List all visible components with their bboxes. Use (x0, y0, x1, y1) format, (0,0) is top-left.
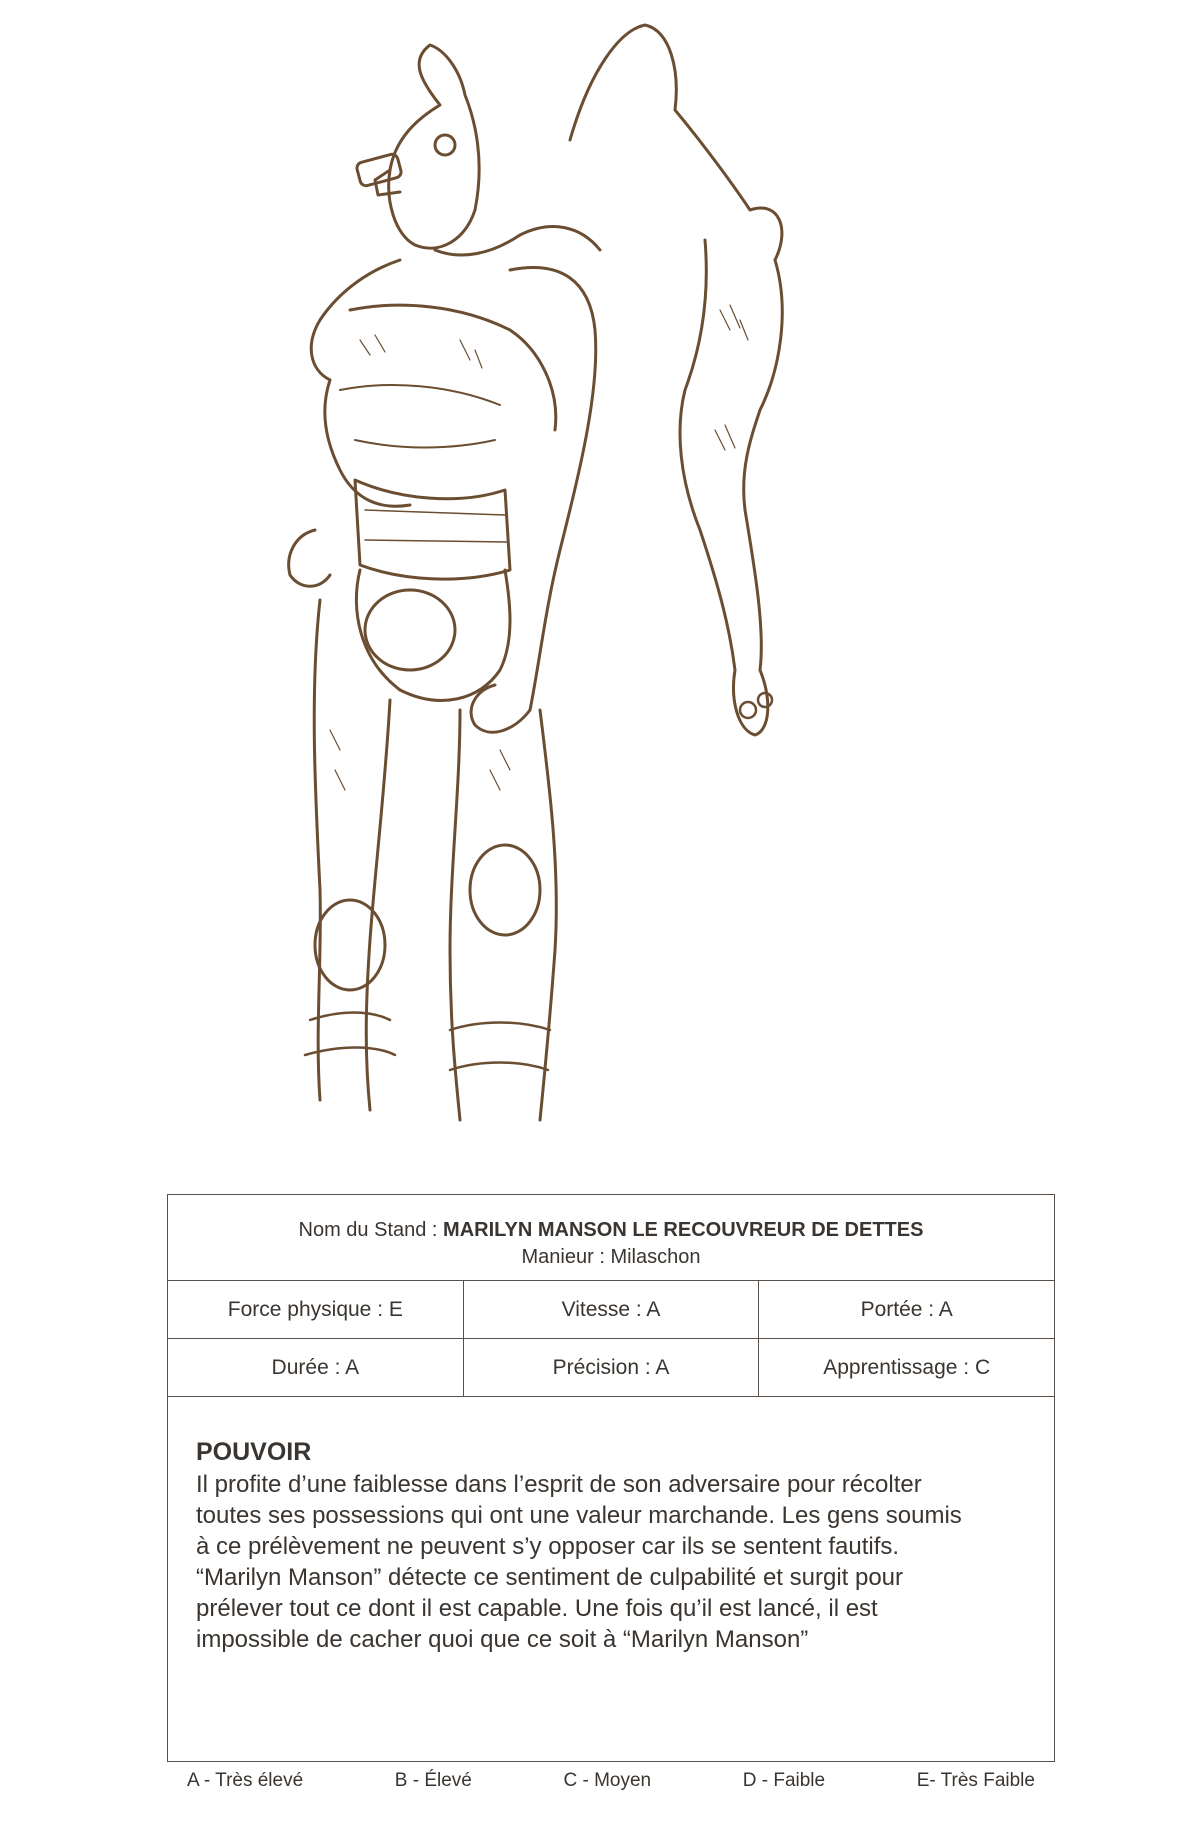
power-line: impossible de cacher quoi que ce soit à “Marilyn Manson” (196, 1626, 809, 1653)
legend-item: E- Très Faible (916, 1770, 1035, 1791)
stat-range: Portée : A (860, 1297, 953, 1321)
power-section (168, 1397, 1054, 1655)
stand-name-line (168, 1217, 1054, 1244)
stat-speed: Vitesse : A (464, 1281, 760, 1338)
stat-strength: Force physique : E (168, 1281, 464, 1338)
legend-item: B - Élevé (394, 1770, 472, 1791)
stats-row-1 (168, 1281, 1054, 1339)
stand-name-value: MARILYN MANSON LE RECOUVREUR DE DETTES (443, 1219, 924, 1241)
stat-learning: Apprentissage : C (823, 1355, 991, 1379)
power-line: à ce prélèvement ne peuvent s’y opposer car ils se sentent fautifs. (196, 1533, 900, 1560)
legend-item: C - Moyen (563, 1770, 652, 1791)
legend-item: D - Faible (742, 1770, 826, 1791)
power-line: prélever tout ce dont il est capable. Une fois qu’il est lancé, il est (196, 1595, 878, 1622)
stand-figure-drawing (260, 10, 940, 1190)
power-line: Il profite d’une faiblesse dans l’esprit de son adversaire pour récolter (196, 1471, 922, 1498)
stand-user: Manieur : Milaschon (521, 1246, 701, 1268)
stats-row-2 (168, 1339, 1054, 1397)
stand-illustration (260, 10, 940, 1190)
stat-precision: Précision : A (464, 1339, 760, 1396)
stand-name-label: Nom du Stand : (298, 1219, 444, 1241)
card-header (168, 1195, 1054, 1281)
rating-legend (167, 1770, 1055, 1792)
power-line: toutes ses possessions qui ont une valeur marchande. Les gens soumis (196, 1502, 962, 1529)
stat-durability: Durée : A (168, 1339, 464, 1396)
power-title: POUVOIR (196, 1438, 312, 1466)
legend-item: A - Très élevé (187, 1770, 304, 1791)
power-line: “Marilyn Manson” détecte ce sentiment de culpabilité et surgit pour (196, 1564, 904, 1591)
stand-info-card (167, 1194, 1055, 1762)
